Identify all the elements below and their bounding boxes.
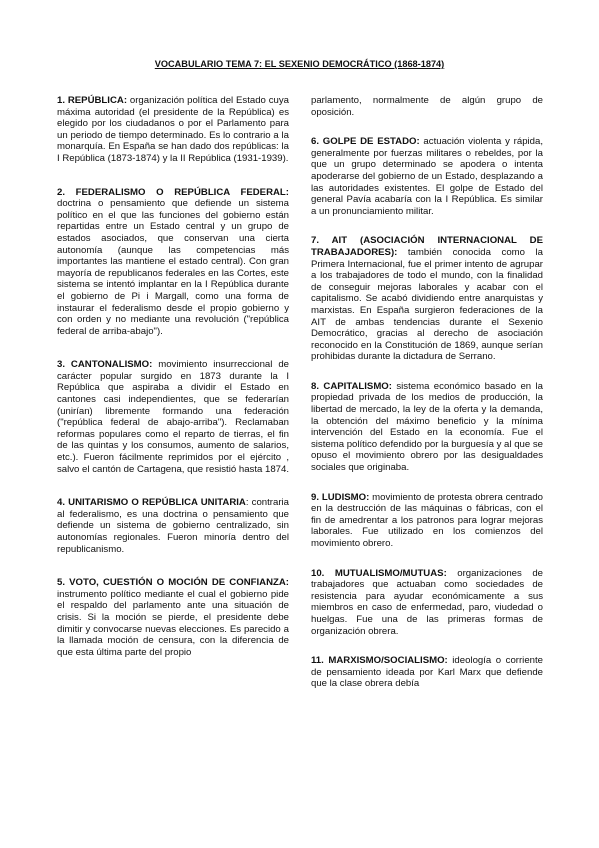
right-column <box>311 95 543 708</box>
glossary-entry <box>57 187 289 338</box>
glossary-entry <box>311 235 543 363</box>
glossary-entry <box>57 359 289 475</box>
glossary-entry <box>57 497 289 555</box>
entry-term: 10. MUTUALISMO/MUTUAS: <box>311 567 447 579</box>
entry-text: organización política del Estado cuya máxima autoridad (el presidente de la República) es elegido por los ciudadanos o por el Parlamento para un periodo de tiempo determinado. Es lo contrario a la monarquía. En España se han dado dos repúblicas: la I República (1873-1874) y la II República (1931-1939). <box>57 95 290 164</box>
entry-term: 4. UNITARISMO O REPÚBLICA UNITARIA <box>57 497 246 509</box>
entry-term: 8. CAPITALISMO: <box>311 380 392 392</box>
entry-term: 6. GOLPE DE ESTADO: <box>311 136 420 148</box>
glossary-entry-continuation <box>311 95 543 118</box>
entry-term: 5. VOTO, CUESTIÓN O MOCIÓN DE CONFIANZA: <box>57 577 289 589</box>
entry-term: 7. AIT (ASOCIACIÓN INTERNACIONAL DE TRABAJADORES): <box>311 235 543 258</box>
entry-text: actuación violenta y rápida, generalmente por fuerzas militares o rebeldes, por la que un grupo determinado se apodera o intenta apoderarse del gobierno de un Estado, desplazando a las autoridades existentes. El golpe de Estado del general Pavía acabaría con la I República. Es similar a un pronunciamiento militar. <box>311 136 543 217</box>
glossary-entry <box>311 568 543 638</box>
page-title: VOCABULARIO TEMA 7: EL SEXENIO DEMOCRÁTICO (1868-1874) <box>154 59 445 69</box>
entry-text: organizaciones de trabajadores que actuaban como sociedades de resistencia para ayudar económicamente a sus miembros en caso de enfermedad, paro, viudedad o huelgas. Fue una de las primeras formas de organización obrera. <box>311 567 543 637</box>
entry-term: 11. MARXISMO/SOCIALISMO: <box>311 655 448 667</box>
glossary-entry <box>57 95 289 165</box>
entry-text: movimiento de protesta obrera centrado en la destrucción de las máquinas o fábricas, con el fin de amedrentar a los patronos para lograr mejoras laborales. Fue utilizado en los comienzos del movimiento obrero. <box>311 491 544 549</box>
entry-term: 2. FEDERALISMO O REPÚBLICA FEDERAL: <box>57 186 289 198</box>
glossary-entry <box>311 492 543 550</box>
entry-text: ideología o corriente de pensamiento ideada por Karl Marx que defiende que la clase obrera debía <box>311 655 543 690</box>
entry-text: : contraria al federalismo, es una doctrina o pensamiento que defiende un sistema de gobierno centralizado, sin autonomías regionales. Fueron minoría dentro del republicanismo. <box>57 497 289 555</box>
entry-term: 9. LUDISMO: <box>311 491 370 503</box>
entry-text: doctrina o pensamiento que defiende un sistema político en el que las funciones del gobierno están repartidas entre un Estado central y un grupo de estados asociados, que conservan una cierta autonomía (aunque las competencias más importantes las mantiene el estado central). Con gran mayoría de republicanos federales en las Cortes, este sistema se intentó implantar en la I República durante el gobierno de Pi i Margall, como una forma de instaurar el federalismo desde el propio gobierno y con orden y no mediante una revolución ("república federal de arriba-abajo"). <box>57 198 289 337</box>
entry-text: parlamento, normalmente de algún grupo de oposición. <box>311 95 543 118</box>
glossary-entry <box>57 577 289 658</box>
left-column <box>57 95 289 680</box>
entry-term: 1. REPÚBLICA: <box>57 95 128 106</box>
entry-text: sistema económico basado en la propiedad privada de los medios de producción, la libertad de mercado, la ley de la oferta y la demanda, la obtención del máximo beneficio y la mínima intervención del Estado en la economía. Fue el sistema político defendido por la burguesía y al que se opuso el movimiento obrero por las desigualdades sociales que originaba. <box>311 380 543 474</box>
entry-text: también conocida como la Primera Internacional, fue el primer intento de agrupar a los trabajadores de todo el mundo, con la finalidad de conseguir mejoras laborales y acabar con el capitalismo. Se acabó dividiendo entre anarquistas y marxistas. En España surgieron federaciones de la AIT de ambas tendencias durante el Sexenio Democrático, gracias al derecho de asociación reconocido en la Constitución de 1869, aunque serían prohibidas durante la dictadura de Serrano. <box>311 246 543 363</box>
entry-text: instrumento político mediante el cual el gobierno pide el respaldo del parlamento ante una situación de crisis. Si la moción se pierde, el presidente debe dimitir y convocarse nuevas elecciones. Es parecido a la llamada moción de censura, con la diferencia de que esta última parte del propio <box>57 588 289 658</box>
entry-term: 3. CANTONALISMO: <box>57 359 153 371</box>
entry-text: movimiento insurreccional de carácter popular surgido en 1873 durante la I República que aspiraba a dividir el Estado en cantones casi independientes, que se federarían (unirían) libremente formando una federación ("república federal de abajo-arriba"). Reclamaban reformas populares como el reparto de tierras, el fin de las quintas y los consumos, aumento de salarios, etc.). Fueron fácilmente reprimidos por el ejército , salvo el cantón de Cartagena, que resistió hasta 1874. <box>57 359 290 475</box>
glossary-entry <box>311 655 543 690</box>
glossary-entry <box>311 381 543 474</box>
glossary-entry <box>311 136 543 217</box>
